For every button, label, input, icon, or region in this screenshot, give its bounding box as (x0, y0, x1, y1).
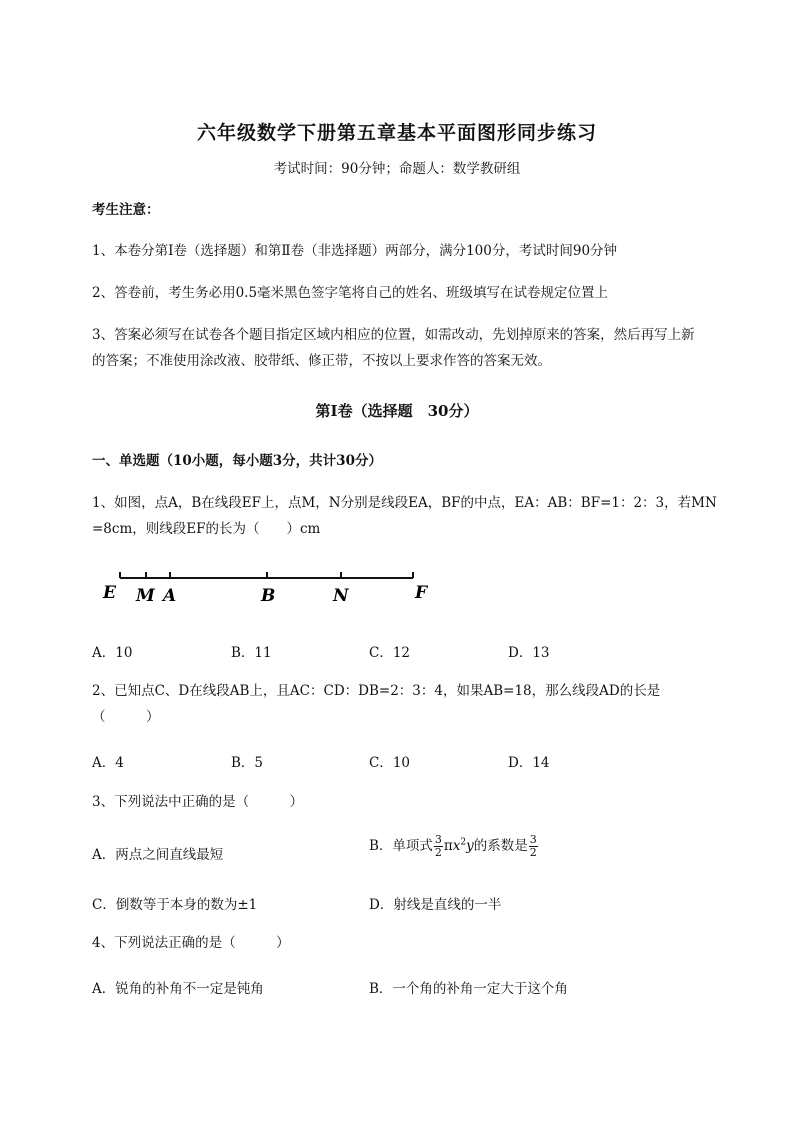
fraction-2-denominator: 2 (529, 846, 537, 859)
q3-option-b-tail: 的系数是 (473, 838, 528, 854)
q1-segment-figure (96, 568, 446, 608)
q2-option-d[interactable]: D．14 (508, 755, 550, 771)
pi-symbol: π (443, 838, 453, 854)
exponent: 2 (460, 837, 467, 848)
q1-stem-line2: =8cm，则线段EF的长为（ ）cm (92, 521, 321, 537)
q3-option-c[interactable]: C．倒数等于本身的数为±1 (92, 897, 258, 913)
q3-option-b-prefix: B．单项式 (369, 838, 433, 854)
q3-stem: 3、下列说法中正确的是（ ） (92, 794, 304, 810)
q3-option-a[interactable]: A．两点之间直线最短 (92, 847, 224, 863)
q1-option-c[interactable]: C．12 (369, 645, 411, 661)
section-title: 第I卷（选择题 30分） (315, 402, 479, 420)
q2-option-b[interactable]: B．5 (231, 755, 264, 771)
label-n: N (333, 586, 349, 606)
q1-option-b[interactable]: B．11 (231, 645, 272, 661)
notice-item-3-cont: 的答案；不准使用涂改液、胶带纸、修正带，不按以上要求作答的答案无效。 (92, 353, 551, 369)
notice-heading: 考生注意： (92, 202, 160, 218)
notice-item-3: 3、答案必须写在试卷各个题目指定区域内相应的位置，如需改动，先划掉原来的答案，然后再写上新 (92, 327, 695, 343)
q2-stem-line2: （ ） (92, 709, 160, 725)
label-e: E (103, 583, 116, 603)
q4-option-b[interactable]: B．一个角的补角一定大于这个角 (369, 981, 568, 997)
label-m: M (136, 586, 155, 606)
label-f: F (415, 583, 428, 603)
q3-option-d[interactable]: D．射线是直线的一半 (369, 897, 502, 913)
q3-option-b[interactable] (369, 834, 539, 859)
notice-item-2: 2、答卷前，考生务必用0.5毫米黑色签字笔将自己的姓名、班级填写在试卷规定位置上 (92, 285, 609, 301)
fraction-2-numerator: 3 (529, 833, 537, 846)
fraction-2 (529, 834, 538, 859)
q1-option-d[interactable]: D．13 (508, 645, 550, 661)
part-title: 一、单选题（10小题，每小题3分，共计30分） (92, 453, 382, 469)
label-a: A (163, 586, 177, 606)
fraction (434, 834, 443, 859)
q1-stem-line1: 1、如图，点A，B在线段EF上，点M，N分别是线段EA，BF的中点，EA：AB：BF=1：2：3，若MN (92, 495, 717, 511)
var-y: y (466, 838, 474, 854)
q4-stem: 4、下列说法正确的是（ ） (92, 935, 290, 951)
q1-option-a[interactable]: A．10 (92, 645, 133, 661)
notice-item-1: 1、本卷分第I卷（选择题）和第Ⅱ卷（非选择题）两部分，满分100分，考试时间90分钟 (92, 243, 618, 259)
q4-option-a[interactable]: A．锐角的补角不一定是钝角 (92, 981, 264, 997)
label-b: B (261, 586, 276, 606)
var-x: x (452, 838, 461, 854)
fraction-denominator: 2 (434, 846, 442, 859)
page-title: 六年级数学下册第五章基本平面图形同步练习 (196, 122, 597, 144)
q2-stem-line1: 2、已知点C、D在线段AB上，且AC：CD：DB=2：3：4，如果AB=18，那么线段AD的长是 (92, 683, 661, 699)
q2-option-c[interactable]: C．10 (369, 755, 411, 771)
q2-option-a[interactable]: A．4 (92, 755, 124, 771)
page-subtitle: 考试时间：90分钟；命题人：数学教研组 (273, 161, 521, 177)
fraction-numerator: 3 (434, 833, 442, 846)
